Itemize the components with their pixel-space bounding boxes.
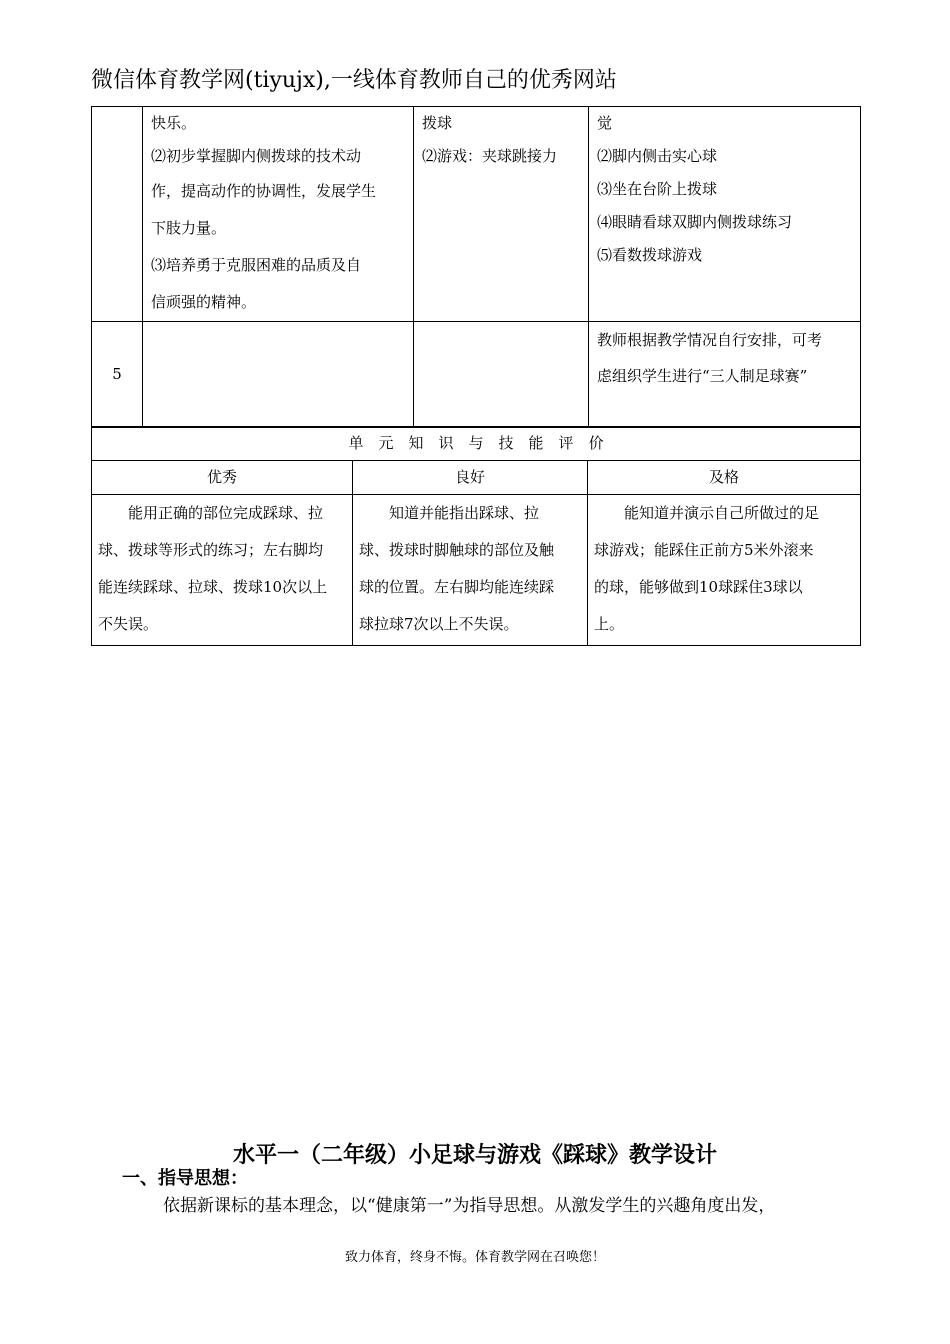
activity-line: 觉 <box>597 114 613 132</box>
table-row <box>92 107 861 322</box>
row-number: 5 <box>92 322 143 428</box>
activity-line: ⑵脚内侧击实心球 <box>597 147 718 165</box>
content-cell <box>414 107 589 322</box>
objective-line: ⑶培养勇于克服困难的品质及自 <box>151 256 362 274</box>
section-paragraph: 依据新课标的基本理念，以“健康第一”为指导思想。从激发学生的兴趣角度出发， <box>163 1196 776 1216</box>
lesson-table <box>91 106 861 428</box>
level-excellent: 优秀 <box>92 461 353 495</box>
objective-line: ⑵初步掌握脚内侧拨球的技术动 <box>151 147 362 165</box>
content-line: 拨球 <box>422 114 453 132</box>
excellent-description: 能用正确的部位完成踩球、拉 球、拨球等形式的练习；左右脚均 能连续踩球、拉球、拨球10次以上 不失误。 <box>92 495 353 646</box>
table-row <box>92 322 861 428</box>
evaluation-table <box>91 426 861 646</box>
activity-line: ⑷眼睛看球双脚内侧拨球练习 <box>597 213 793 231</box>
level-pass: 及格 <box>588 461 861 495</box>
objective-line: 下肢力量。 <box>151 219 227 237</box>
good-description: 知道并能指出踩球、拉 球、拨球时脚触球的部位及触 球的位置。左右脚均能连续踩 球拉球7次以上不失误。 <box>353 495 588 646</box>
level-good: 良好 <box>353 461 588 495</box>
evaluation-title: 单 元 知 识 与 技 能 评 价 <box>92 427 861 461</box>
activities-cell <box>589 322 861 428</box>
objectives-cell <box>143 107 414 322</box>
pass-description: 能知道并演示自己所做过的足 球游戏；能踩住正前方5米外滚来 的球，能够做到10球踩住3球以 上。 <box>588 495 861 646</box>
activity-line: 虑组织学生进行“三人制足球赛” <box>597 367 808 385</box>
activity-line: ⑶坐在台阶上拨球 <box>597 180 718 198</box>
section-subheading: 一、指导思想： <box>122 1168 248 1189</box>
row-number-cell <box>92 107 143 322</box>
activity-line: 教师根据教学情况自行安排，可考 <box>597 331 823 349</box>
page-header: 微信体育教学网(tiyujx),一线体育教师自己的优秀网站 <box>91 68 617 93</box>
objective-line: 快乐。 <box>151 114 197 132</box>
activity-line: ⑸看数拨球游戏 <box>597 246 703 264</box>
table-row <box>92 427 861 461</box>
activities-cell <box>589 107 861 322</box>
content-cell <box>414 322 589 428</box>
objective-line: 信顽强的精神。 <box>151 293 257 311</box>
table-row <box>92 461 861 495</box>
content-line: ⑵游戏：夹球跳接力 <box>422 147 558 165</box>
objectives-cell <box>143 322 414 428</box>
table-row <box>92 495 861 646</box>
section-title: 水平一（二年级）小足球与游戏《踩球》教学设计 <box>232 1142 717 1168</box>
objective-line: 作，提高动作的协调性，发展学生 <box>151 182 377 200</box>
page-footer: 致力体育，终身不悔。体育教学网在召唤您！ <box>344 1250 605 1265</box>
